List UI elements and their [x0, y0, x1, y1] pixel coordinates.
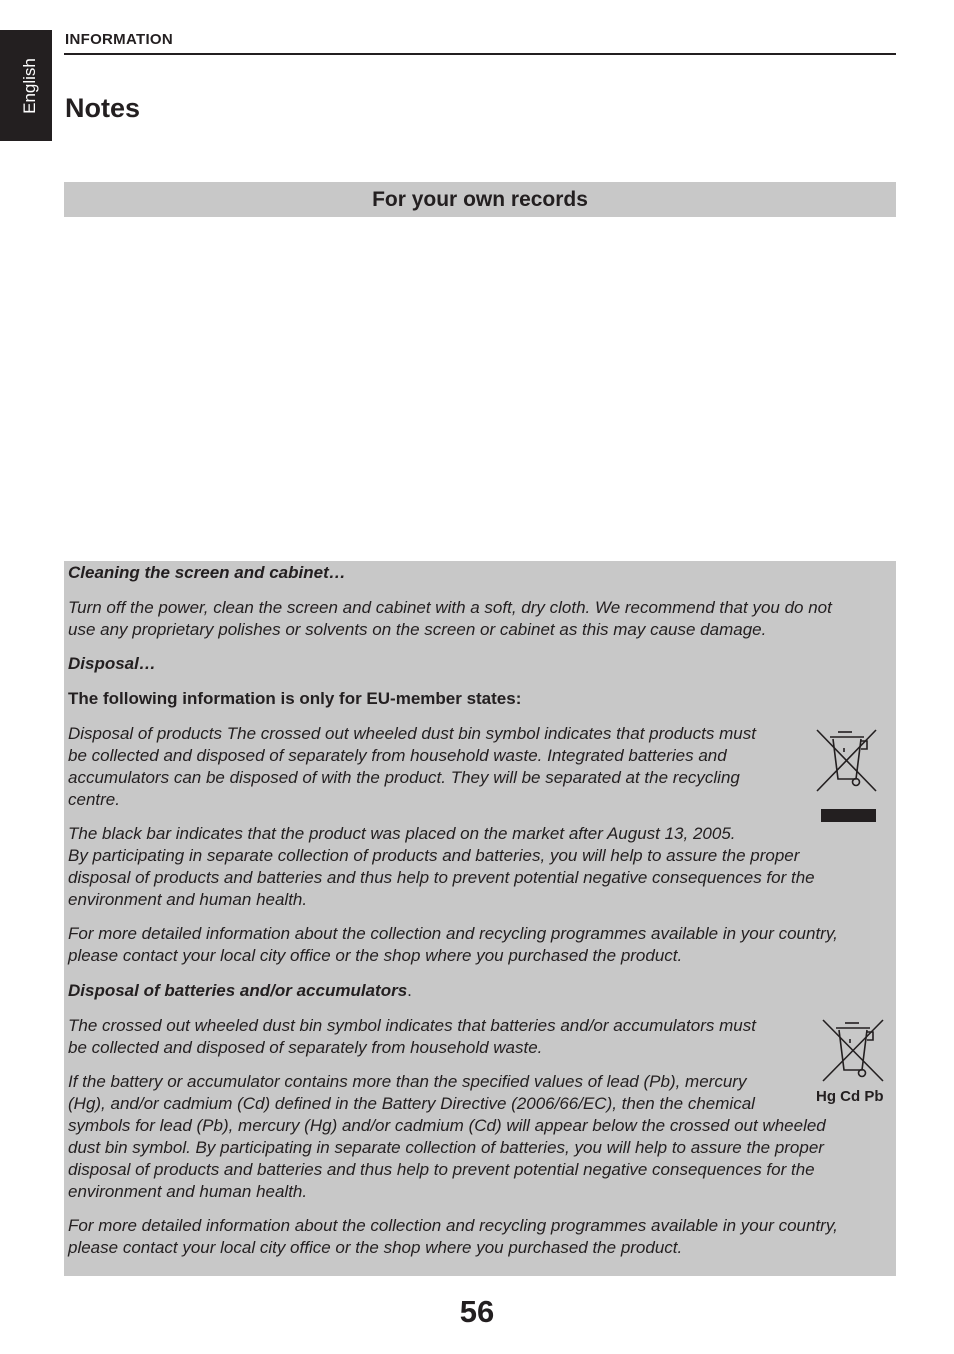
black-bar-mark [821, 809, 876, 822]
records-blank-area [64, 217, 896, 557]
language-tab [0, 30, 52, 141]
batteries-heading: Disposal of batteries and/or accumulators [68, 981, 408, 1000]
chemical-text-line: symbols for lead (Pb), mercury (Hg) and/or cadmium (Cd) will appear below the crossed out wheeled [68, 1116, 826, 1135]
products-text-line: be collected and disposed of separately from household waste. Integrated batteries and [68, 746, 727, 765]
batteries-text-line: The crossed out wheeled dust bin symbol indicates that batteries and/or accumulators must [68, 1016, 756, 1035]
crossed-out-wheeled-bin-icon [817, 1017, 889, 1085]
language-tab-label: English [20, 58, 39, 114]
crossed-out-wheeled-bin-icon [814, 727, 882, 795]
page-title: Notes [65, 93, 141, 123]
products-text-line: Disposal of products The crossed out wheeled dust bin symbol indicates that products must [68, 724, 756, 743]
chemical-text-line: environment and human health. [68, 1182, 308, 1201]
black-bar-text-line: environment and human health. [68, 890, 308, 909]
chemical-text-line: disposal of products and batteries and thus help to prevent potential negative consequences for the [68, 1160, 815, 1179]
batteries-heading-line [68, 980, 412, 1002]
info-panel [64, 561, 896, 1276]
more-info-text-line: For more detailed information about the collection and recycling programmes available in your country, [68, 924, 838, 943]
batteries-text-line: be collected and disposed of separately from household waste. [68, 1038, 543, 1057]
cleaning-text-line: use any proprietary polishes or solvents on the screen or cabinet as this may cause damage. [68, 620, 767, 639]
header-rule [64, 53, 896, 55]
chemical-text-line: If the battery or accumulator contains more than the specified values of lead (Pb), mercury [68, 1072, 747, 1091]
records-heading: For your own records [372, 188, 588, 211]
page-number: 56 [459, 1294, 495, 1329]
disposal-heading: Disposal… [68, 654, 156, 673]
black-bar-text-line: disposal of products and batteries and thus help to prevent potential negative consequences for the [68, 868, 815, 887]
more-info-text-line: please contact your local city office or the shop where you purchased the product. [68, 1238, 683, 1257]
chemical-text-line: (Hg), and/or cadmium (Cd) defined in the Battery Directive (2006/66/EC), then the chemical [68, 1094, 755, 1113]
chemical-symbols-label: Hg Cd Pb [816, 1088, 884, 1105]
eu-heading: The following information is only for EU-member states: [68, 689, 522, 708]
cleaning-text-line: Turn off the power, clean the screen and cabinet with a soft, dry cloth. We recommend that you do not [68, 598, 832, 617]
chemical-text-line: dust bin symbol. By participating in separate collection of batteries, you will help to assure the proper [68, 1138, 824, 1157]
more-info-text-line: For more detailed information about the collection and recycling programmes available in your country, [68, 1216, 838, 1235]
products-text-line: centre. [68, 790, 120, 809]
black-bar-text-line: The black bar indicates that the product was placed on the market after August 13, 2005. [68, 824, 736, 843]
products-text-line: accumulators can be disposed of with the product. They will be separated at the recycling [68, 768, 740, 787]
batteries-heading-period: . [407, 981, 412, 1000]
more-info-text-line: please contact your local city office or the shop where you purchased the product. [68, 946, 683, 965]
section-label: INFORMATION [65, 31, 174, 48]
cleaning-heading: Cleaning the screen and cabinet… [68, 563, 346, 582]
black-bar-text-line: By participating in separate collection of products and batteries, you will help to assure the proper [68, 846, 800, 865]
records-heading-bar [64, 182, 896, 217]
